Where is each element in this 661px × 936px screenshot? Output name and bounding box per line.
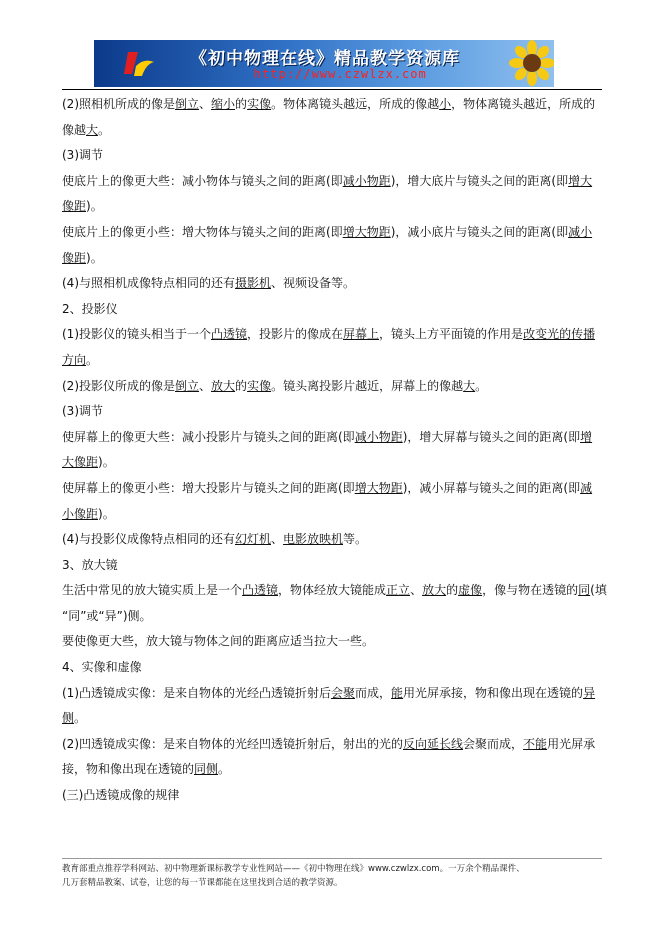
text-segment: (填 — [590, 583, 607, 598]
text-segment: 、 — [410, 583, 423, 598]
text-segment: 使底片上的像更大些：减小物体与镜头之间的距离(即 — [62, 173, 343, 188]
footer-divider — [62, 858, 602, 859]
underlined-answer: 能 — [391, 685, 404, 700]
text-segment: 的 — [446, 583, 459, 598]
text-segment: )，增大屏幕与镜头之间的距离(即 — [402, 429, 581, 444]
text-segment: )。 — [86, 199, 103, 214]
underlined-answer: 会聚 — [331, 685, 356, 700]
text-segment: 。 — [218, 762, 231, 777]
text-line — [62, 220, 593, 246]
text-segment: 生活中常见的放大镜实质上是一个 — [62, 583, 243, 598]
text-segment: 会聚而成， — [463, 736, 524, 751]
text-segment: )。 — [98, 455, 115, 470]
text-segment: 、 — [199, 378, 212, 393]
text-segment: ，像与物在透镜的 — [482, 583, 579, 598]
underlined-answer: 虚像 — [458, 583, 483, 598]
text-segment: 3、放大镜 — [62, 557, 118, 572]
text-line — [62, 757, 590, 783]
text-line — [62, 425, 593, 451]
site-logo-icon — [122, 48, 156, 80]
text-line — [62, 143, 590, 169]
document-body — [62, 92, 607, 809]
footer-line-2: 几万套精品教案、试卷，让您的每一节课都能在这里找到合适的教学资源。 — [62, 878, 343, 888]
underlined-answer: 增 — [580, 429, 593, 444]
text-segment: (3)调节 — [62, 404, 103, 419]
text-segment: 要使像更大些，放大镜与物体之间的距离应适当拉大一些。 — [62, 634, 375, 649]
text-segment: 、 — [199, 97, 212, 111]
text-line — [62, 92, 596, 118]
underlined-answer: 小像距 — [62, 506, 99, 521]
text-segment: 使底片上的像更小些：增大物体与镜头之间的距离(即 — [62, 224, 343, 239]
underlined-answer: 像距 — [62, 199, 87, 214]
underlined-answer: 摄影机 — [235, 276, 272, 291]
underlined-answer: 同 — [578, 583, 591, 598]
text-segment: (1)凸透镜成实像：是来自物体的光经凸透镜折射后 — [62, 685, 331, 700]
underlined-answer: 反向延长线 — [403, 736, 464, 751]
text-segment: (三)凸透镜成像的规律 — [62, 788, 180, 803]
text-segment: 。 — [74, 711, 87, 726]
text-line — [62, 706, 590, 732]
underlined-answer: 倒立 — [175, 378, 200, 393]
underlined-answer: 同侧 — [194, 762, 219, 777]
underlined-answer: 放大 — [211, 378, 236, 393]
text-segment: 像越 — [62, 122, 87, 137]
underlined-answer: 实像 — [247, 97, 272, 111]
underlined-answer: 减小 — [568, 224, 593, 239]
text-line — [62, 271, 590, 297]
text-segment: 的 — [235, 378, 248, 393]
text-line — [62, 476, 593, 502]
text-segment: )，减小底片与镜头之间的距离(即 — [390, 224, 569, 239]
site-url[interactable]: http://www.czwlzx.com — [254, 67, 427, 81]
text-line — [62, 322, 596, 348]
text-segment: ，镜头上方平面镜的作用是 — [379, 327, 524, 342]
text-segment: ，投影片的像成在 — [247, 327, 344, 342]
underlined-answer: 小 — [439, 97, 452, 111]
text-segment: )。 — [86, 250, 103, 265]
text-segment: 2、投影仪 — [62, 301, 118, 316]
underlined-answer: 幻灯机 — [235, 532, 272, 547]
text-segment: 的 — [235, 97, 248, 111]
underlined-answer: 侧 — [62, 711, 75, 726]
text-line — [62, 374, 590, 400]
text-segment: 用光屏承接，物和像出现在透镜的 — [403, 685, 584, 700]
text-segment: 。 — [98, 122, 111, 137]
underlined-answer: 大 — [86, 122, 99, 137]
text-line — [62, 553, 590, 579]
text-line — [62, 502, 590, 528]
text-segment: (1)投影仪的镜头相当于一个 — [62, 327, 211, 342]
text-segment: 4、实像和虚像 — [62, 660, 142, 675]
text-segment: 等。 — [343, 532, 368, 547]
underlined-answer: 方向 — [62, 352, 87, 367]
page-footer — [62, 862, 602, 890]
underlined-answer: 减 — [580, 480, 593, 495]
text-segment: (4)与照相机成像特点相同的还有 — [62, 276, 235, 291]
text-line — [62, 629, 590, 655]
header-divider — [62, 89, 602, 90]
text-segment: 。 — [475, 378, 488, 393]
underlined-answer: 大 — [463, 378, 476, 393]
text-segment: )。 — [98, 506, 115, 521]
underlined-answer: 增大物距 — [354, 480, 403, 495]
text-segment: 使屏幕上的像更大些：减小投影片与镜头之间的距离(即 — [62, 429, 355, 444]
text-segment: 、视频设备等。 — [271, 276, 356, 291]
footer-line-1: 教育部重点推荐学科网站、初中物理新课标教学专业性网站——《初中物理在线》www.czwlzx.com。一万余个精品课件、 — [62, 864, 525, 874]
underlined-answer: 大像距 — [62, 455, 99, 470]
underlined-answer: 异 — [583, 685, 596, 700]
text-segment: 。物体离镜头越远，所成的像越 — [271, 97, 440, 111]
underlined-answer: 改变光的传播 — [523, 327, 596, 342]
underlined-answer: 放大 — [422, 583, 447, 598]
underlined-answer: 减小物距 — [342, 173, 391, 188]
text-line — [62, 578, 607, 604]
text-segment: “同”或“异”)侧。 — [62, 608, 152, 623]
text-line — [62, 169, 593, 195]
underlined-answer: 不能 — [523, 736, 548, 751]
text-line — [62, 732, 596, 758]
underlined-answer: 屏幕上 — [343, 327, 380, 342]
underlined-answer: 凸透镜 — [211, 327, 248, 342]
text-line — [62, 246, 590, 272]
text-line — [62, 297, 590, 323]
text-line — [62, 527, 590, 553]
text-segment: 而成， — [355, 685, 392, 700]
text-segment: (2)凹透镜成实像：是来自物体的光经凹透镜折射后，射出的光的 — [62, 736, 404, 751]
text-segment: (4)与投影仪成像特点相同的还有 — [62, 532, 235, 547]
text-segment: 。镜头离投影片越近，屏幕上的像越 — [271, 378, 464, 393]
text-segment: 接，物和像出现在透镜的 — [62, 762, 195, 777]
underlined-answer: 倒立 — [175, 97, 200, 111]
text-line — [62, 450, 590, 476]
text-line — [62, 194, 590, 220]
underlined-answer: 缩小 — [211, 97, 236, 111]
text-segment: ，物体经放大镜能成 — [278, 583, 387, 598]
header-banner — [94, 40, 554, 87]
text-segment: 。 — [86, 352, 99, 367]
underlined-answer: 凸透镜 — [242, 583, 279, 598]
underlined-answer: 减小物距 — [354, 429, 403, 444]
text-line — [62, 681, 596, 707]
text-segment: 用光屏承 — [547, 736, 596, 751]
underlined-answer: 正立 — [386, 583, 411, 598]
underlined-answer: 增大 — [568, 173, 593, 188]
text-line — [62, 655, 590, 681]
text-line — [62, 399, 590, 425]
text-segment: 使屏幕上的像更小些：增大投影片与镜头之间的距离(即 — [62, 480, 355, 495]
underlined-answer: 电影放映机 — [283, 532, 344, 547]
text-line — [62, 604, 590, 630]
site-title: 《初中物理在线》精品教学资源库 — [190, 49, 460, 69]
text-line — [62, 348, 590, 374]
underlined-answer: 实像 — [247, 378, 272, 393]
text-line — [62, 783, 590, 809]
text-segment: (2)照相机所成的像是 — [62, 97, 175, 111]
text-line — [62, 118, 590, 144]
underlined-answer: 增大物距 — [342, 224, 391, 239]
underlined-answer: 像距 — [62, 250, 87, 265]
sunflower-icon — [506, 40, 554, 87]
text-segment: 、 — [271, 532, 284, 547]
text-segment: (2)投影仪所成的像是 — [62, 378, 175, 393]
text-segment: )，增大底片与镜头之间的距离(即 — [390, 173, 569, 188]
text-segment: )，减小屏幕与镜头之间的距离(即 — [402, 480, 581, 495]
text-segment: ，物体离镜头越近，所成的 — [451, 97, 596, 111]
text-segment: (3)调节 — [62, 148, 103, 163]
